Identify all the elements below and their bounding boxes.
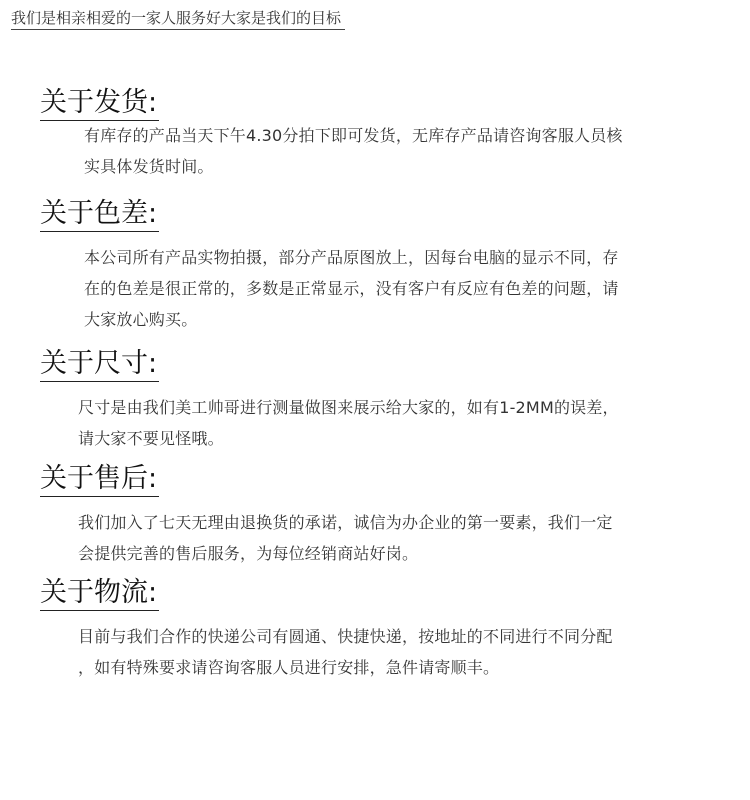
body-line: 实具体发货时间。 [84, 157, 214, 176]
body-line: 我们加入了七天无理由退换货的承诺，诚信为办企业的第一要素，我们一定 [78, 513, 613, 532]
body-line: 有库存的产品当天下午4.30分拍下即可发货，无库存产品请咨询客服人员核 [84, 126, 623, 145]
section-body-shipping [84, 120, 623, 182]
section-title-after-sales: 关于售后: [40, 462, 159, 497]
section-title-size: 关于尺寸: [40, 347, 159, 382]
body-line: 尺寸是由我们美工帅哥进行测量做图来展示给大家的，如有1-2MM的误差， [78, 398, 619, 417]
section-body-logistics [78, 621, 613, 683]
body-line: 本公司所有产品实物拍摄，部分产品原图放上，因每台电脑的显示不同，存 [84, 248, 619, 267]
body-line: ，如有特殊要求请咨询客服人员进行安排，急件请寄顺丰。 [78, 658, 500, 677]
section-title-shipping: 关于发货: [40, 86, 159, 121]
body-line: 请大家不要见怪哦。 [78, 429, 224, 448]
slogan-heading: 我们是相亲相爱的一家人服务好大家是我们的目标 [11, 8, 345, 30]
body-line: 会提供完善的售后服务，为每位经销商站好岗。 [78, 544, 419, 563]
section-title-color-difference: 关于色差: [40, 197, 159, 232]
body-line: 目前与我们合作的快递公司有圆通、快捷快递，按地址的不同进行不同分配 [78, 627, 613, 646]
body-line: 在的色差是很正常的，多数是正常显示，没有客户有反应有色差的问题，请 [84, 279, 619, 298]
section-body-size [78, 392, 619, 454]
section-body-after-sales [78, 507, 613, 569]
section-body-color-difference [84, 242, 619, 335]
section-title-logistics: 关于物流: [40, 576, 159, 611]
body-line: 大家放心购买。 [84, 310, 198, 329]
